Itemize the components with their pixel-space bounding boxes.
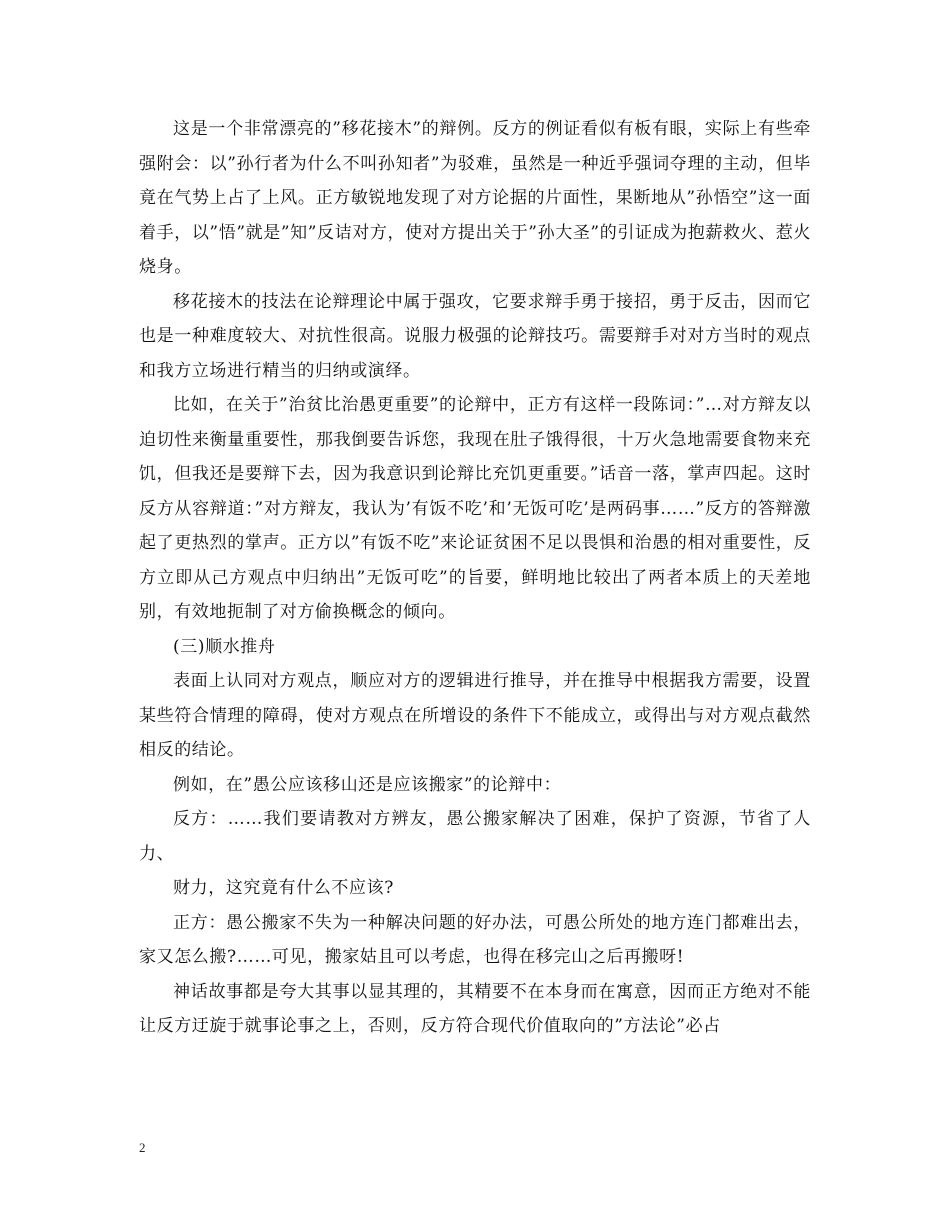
paragraph-poverty-debate-example: 比如，在关于”治贫比治愚更重要”的论辩中，正方有这样一段陈词：”…对方辩友以迫切性来衡量重要性，那我倒要告诉您，我现在肚子饿得很，十万火急地需要食物来充饥，但我还是要辩下去，因为我意识到论辩比充饥更重要。”话音一落，掌声四起。这时反方从容辩道：”对方辩友，我认为’有饭不吃’和’无饭可吃’是两码事……”反方的答辩激起了更热烈的掌声。正方以”有饭不吃”来论证贫困不足以畏惧和治愚的相对重要性，反方立即从己方观点中归纳出”无饭可吃”的旨要，鲜明地比较出了两者本质上的天差地别，有效地扼制了对方偷换概念的倾向。 [139, 395, 811, 622]
paragraph-technique-definition: 表面上认同对方观点，顺应对方的逻辑进行推导，并在推导中根据我方需要，设置某些符合情理的障碍，使对方观点在所增设的条件下不能成立，或得出与对方观点截然相反的结论。 [139, 671, 811, 760]
paragraph-opposition-statement-cont: 财力，这究竟有什么不应该? [173, 878, 394, 898]
paragraph-example-analysis: 这是一个非常漂亮的”移花接木”的辩例。反方的例证看似有板有眼，实际上有些牵强附会：以”孙行者为什么不叫孙知者”为驳难，虽然是一种近乎强词夺理的主动，但毕竟在气势上占了上风。正方敏锐地发现了对方论据的片面性，果断地从”孙悟空”这一面着手，以”悟”就是”知”反诘对方，使对方提出关于”孙大圣”的引证成为抱薪救火、惹火烧身。 [139, 119, 811, 277]
section-heading-shunshui-tuizhou: (三)顺水推舟 [173, 636, 276, 657]
page-number: 2 [139, 1140, 146, 1155]
paragraph-yugong-intro: 例如，在”愚公应该移山还是应该搬家”的论辩中： [173, 774, 562, 795]
document-body [139, 112, 811, 1044]
paragraph-myth-analysis: 神话故事都是夸大其事以显其理的，其精要不在本身而在寓意，因而正方绝对不能让反方迂旋于就事论事之上，否则，反方符合现代价值取向的”方法论”必占 [139, 981, 811, 1036]
paragraph-opposition-statement: 反方：……我们要请教对方辨友，愚公搬家解决了困难，保护了资源，节省了人力、 [139, 809, 811, 864]
paragraph-affirmative-statement: 正方：愚公搬家不失为一种解决问题的好办法，可愚公所处的地方连门都难出去，家又怎么搬?……可见，搬家姑且可以考虑，也得在移完山之后再搬呀! [139, 912, 811, 967]
paragraph-technique-description: 移花接木的技法在论辩理论中属于强攻，它要求辩手勇于接招，勇于反击，因而它也是一种难度较大、对抗性很高。说服力极强的论辩技巧。需要辩手对对方当时的观点和我方立场进行精当的归纳或演绎。 [139, 291, 811, 381]
